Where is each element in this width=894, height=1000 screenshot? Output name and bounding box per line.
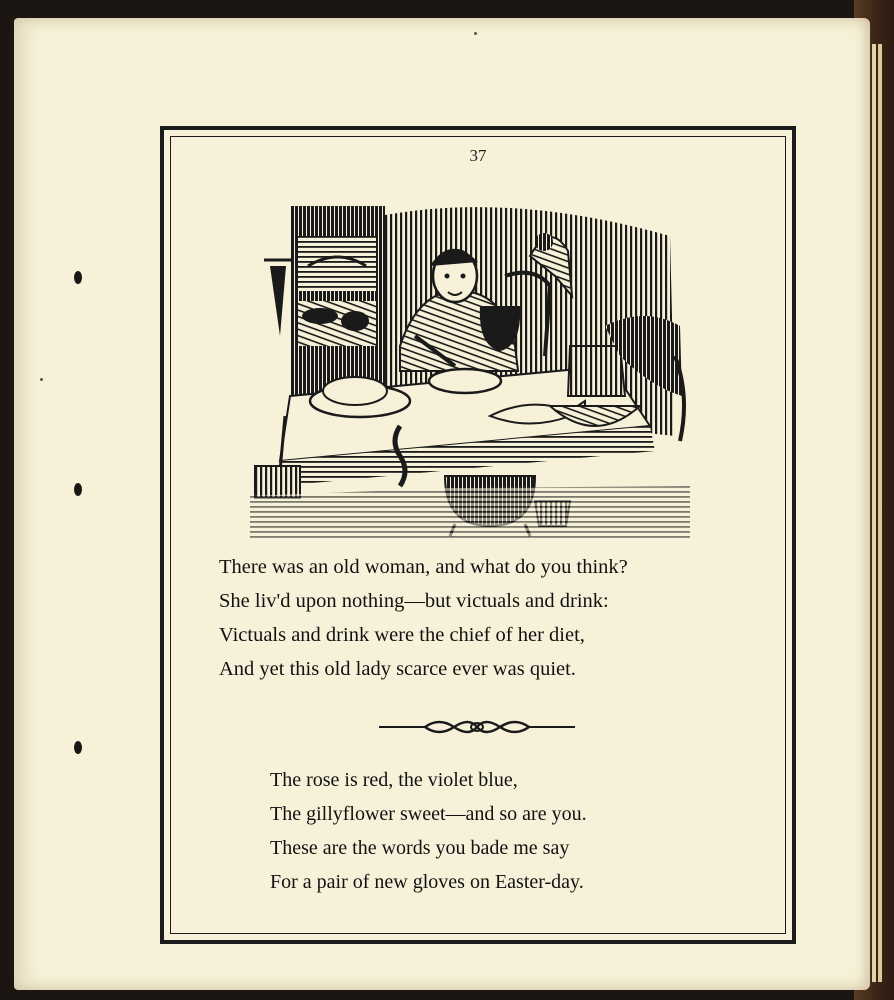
punch-hole <box>74 483 82 496</box>
verse-line: And yet this old lady scarce ever was quiet. <box>219 658 576 680</box>
book-page <box>14 18 870 990</box>
page-edge <box>872 44 876 982</box>
verse-line: She liv'd upon nothing—but victuals and drink: <box>219 590 609 612</box>
woodcut-illustration <box>250 196 690 541</box>
page-number: 37 <box>469 146 487 165</box>
verse-line: These are the words you bade me say <box>270 837 570 859</box>
decorative-divider <box>379 715 575 739</box>
paper-speck <box>474 32 477 35</box>
punch-hole <box>74 741 82 754</box>
verse-line: There was an old woman, and what do you think? <box>219 556 628 578</box>
page-border-frame <box>160 126 796 944</box>
paper-speck <box>40 378 43 381</box>
page-edge <box>878 44 882 982</box>
verse-line: The rose is red, the violet blue, <box>270 769 518 791</box>
verse-stanza <box>270 763 587 899</box>
verse-line: For a pair of new gloves on Easter-day. <box>270 871 584 893</box>
verse-stanza <box>219 550 628 686</box>
verse-line: Victuals and drink were the chief of her diet, <box>219 624 585 646</box>
verse-line: The gillyflower sweet—and so are you. <box>270 803 587 825</box>
punch-hole <box>74 271 82 284</box>
